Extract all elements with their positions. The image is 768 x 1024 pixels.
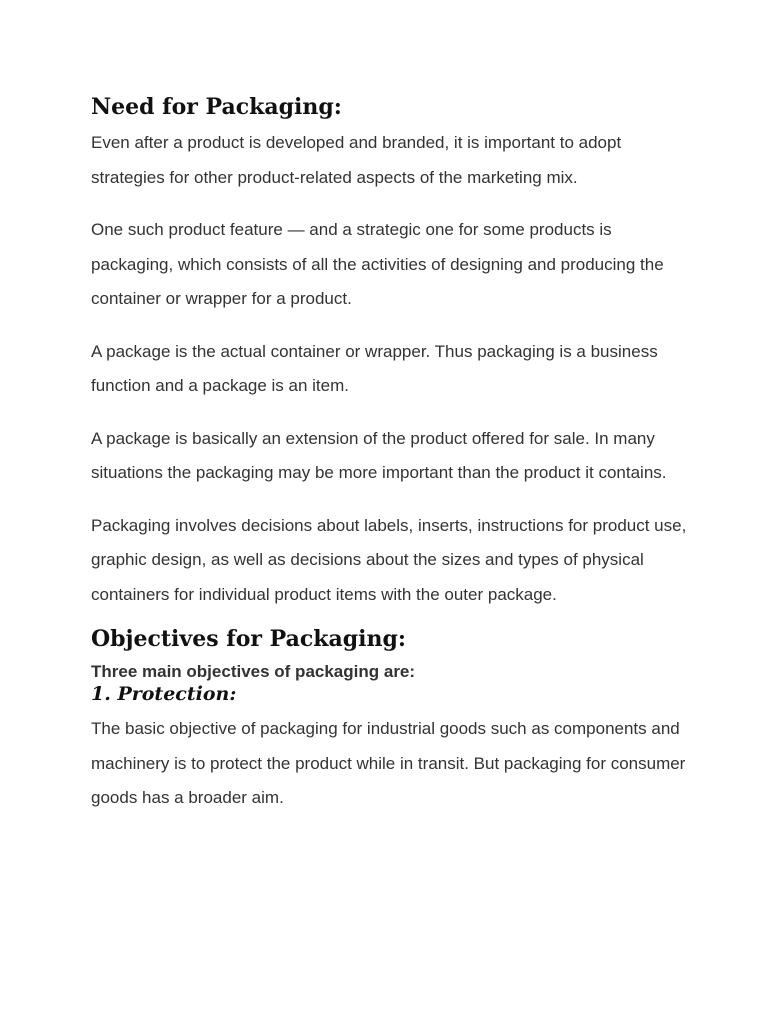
document-page bbox=[91, 90, 691, 816]
objectives-intro: Three main objectives of packaging are: bbox=[91, 662, 416, 681]
paragraph-3: A package is the actual container or wrapper. Thus packaging is a business function and a package is an item. bbox=[91, 341, 658, 395]
paragraph-2: One such product feature — and a strategic one for some products is packaging, which consists of all the activities of designing and producing the container or wrapper for a product. bbox=[91, 220, 664, 308]
protection-paragraph: The basic objective of packaging for industrial goods such as components and machinery is to protect the product while in transit. But packaging for consumer goods has a broader aim. bbox=[91, 719, 686, 807]
paragraph-5: Packaging involves decisions about labels, inserts, instructions for product use, graphic design, as well as decisions about the sizes and types of physical containers for individual product items with the outer package. bbox=[91, 515, 687, 604]
section-heading-need-for-packaging: Need for Packaging: bbox=[91, 94, 342, 120]
paragraph-4: A package is basically an extension of the product offered for sale. In many situations the packaging may be more important than the product it contains. bbox=[91, 428, 667, 482]
section-heading-objectives-for-packaging: Objectives for Packaging: bbox=[91, 626, 406, 652]
paragraph-1: Even after a product is developed and branded, it is important to adopt strategies for other product-related aspects of the marketing mix. bbox=[91, 133, 622, 187]
objective-protection-heading: 1. Protection: bbox=[91, 683, 237, 705]
